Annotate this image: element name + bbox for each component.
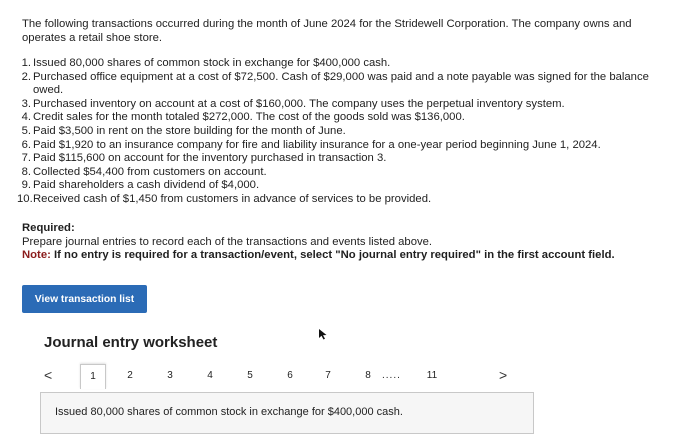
page-tab-8[interactable]: 8 — [365, 370, 371, 381]
page-tab-3[interactable]: 3 — [167, 370, 173, 381]
transaction-text: Collected $54,400 from customers on account. — [33, 165, 267, 178]
worksheet-pagination — [36, 364, 522, 388]
page-tab-2[interactable]: 2 — [127, 370, 133, 381]
transaction-number: 8. — [21, 165, 31, 178]
worksheet-title: Journal entry worksheet — [44, 334, 218, 351]
transaction-number: 5. — [21, 124, 31, 137]
transaction-item — [0, 125, 680, 139]
transaction-item — [0, 98, 680, 112]
transaction-text: Purchased inventory on account at a cost of $160,000. The company uses the perpetual inventory system. — [33, 97, 565, 110]
page-tab-11[interactable]: 11 — [426, 370, 438, 381]
page-tab-7[interactable]: 7 — [325, 370, 331, 381]
problem-intro: The following transactions occurred during the month of June 2024 for the Stridewell Corporation. The company owns and operates a retail shoe store. — [22, 18, 632, 44]
transaction-text: Paid $115,600 on account for the inventory purchased in transaction 3. — [33, 152, 387, 165]
note-text: If no entry is required for a transaction/event, select "No journal entry required" in the first account field. — [50, 249, 615, 261]
transaction-number: 2. — [21, 70, 31, 83]
mouse-cursor-icon — [318, 328, 328, 340]
transaction-number: 9. — [21, 179, 31, 192]
transaction-item — [0, 152, 680, 166]
transaction-text: Paid $3,500 in rent on the store building for the month of June. — [33, 124, 346, 137]
transaction-list — [0, 57, 680, 207]
transaction-number: 4. — [21, 111, 31, 124]
prev-page-icon[interactable]: < — [44, 367, 53, 383]
transaction-number: 6. — [21, 138, 31, 151]
journal-entry-panel — [40, 392, 534, 434]
transaction-text: Issued 80,000 shares of common stock in exchange for $400,000 cash. — [33, 57, 391, 69]
transaction-number: 3. — [21, 97, 31, 110]
transaction-item — [0, 193, 680, 207]
transaction-text: Paid $1,920 to an insurance company for fire and liability insurance for a one-year period beginning June 1, 2024. — [33, 138, 601, 151]
pagination-ellipsis: ..... — [382, 370, 401, 381]
transaction-item — [0, 71, 680, 98]
transaction-item — [0, 139, 680, 153]
view-transaction-list-button[interactable]: View transaction list — [22, 285, 147, 313]
transaction-item — [0, 57, 680, 71]
transaction-number: 7. — [21, 152, 31, 165]
transaction-text: Credit sales for the month totaled $272,000. The cost of the goods sold was $136,000. — [33, 111, 465, 124]
note-label: Note: — [22, 249, 51, 261]
transaction-description: Issued 80,000 shares of common stock in exchange for $400,000 cash. — [55, 406, 403, 418]
next-page-icon[interactable]: > — [499, 367, 508, 383]
transaction-item — [0, 179, 680, 193]
required-note — [22, 249, 615, 261]
transaction-text: Purchased office equipment at a cost of $72,500. Cash of $29,000 was paid and a note payable was signed for the balance owed. — [33, 70, 649, 97]
page-tab-6[interactable]: 6 — [287, 370, 293, 381]
required-instructions: Prepare journal entries to record each of the transactions and events listed above. — [22, 236, 433, 248]
transaction-text: Received cash of $1,450 from customers in advance of services to be provided. — [33, 192, 432, 205]
page-tab-4[interactable]: 4 — [207, 370, 213, 381]
transaction-number: 10. — [17, 192, 33, 205]
page-tab-5[interactable]: 5 — [247, 370, 253, 381]
page-tab-1[interactable]: 1 — [80, 364, 106, 389]
transaction-text: Paid shareholders a cash dividend of $4,000. — [33, 179, 260, 192]
transaction-number: 1. — [21, 57, 31, 69]
required-heading: Required: — [22, 222, 75, 234]
transaction-item — [0, 111, 680, 125]
transaction-item — [0, 166, 680, 180]
